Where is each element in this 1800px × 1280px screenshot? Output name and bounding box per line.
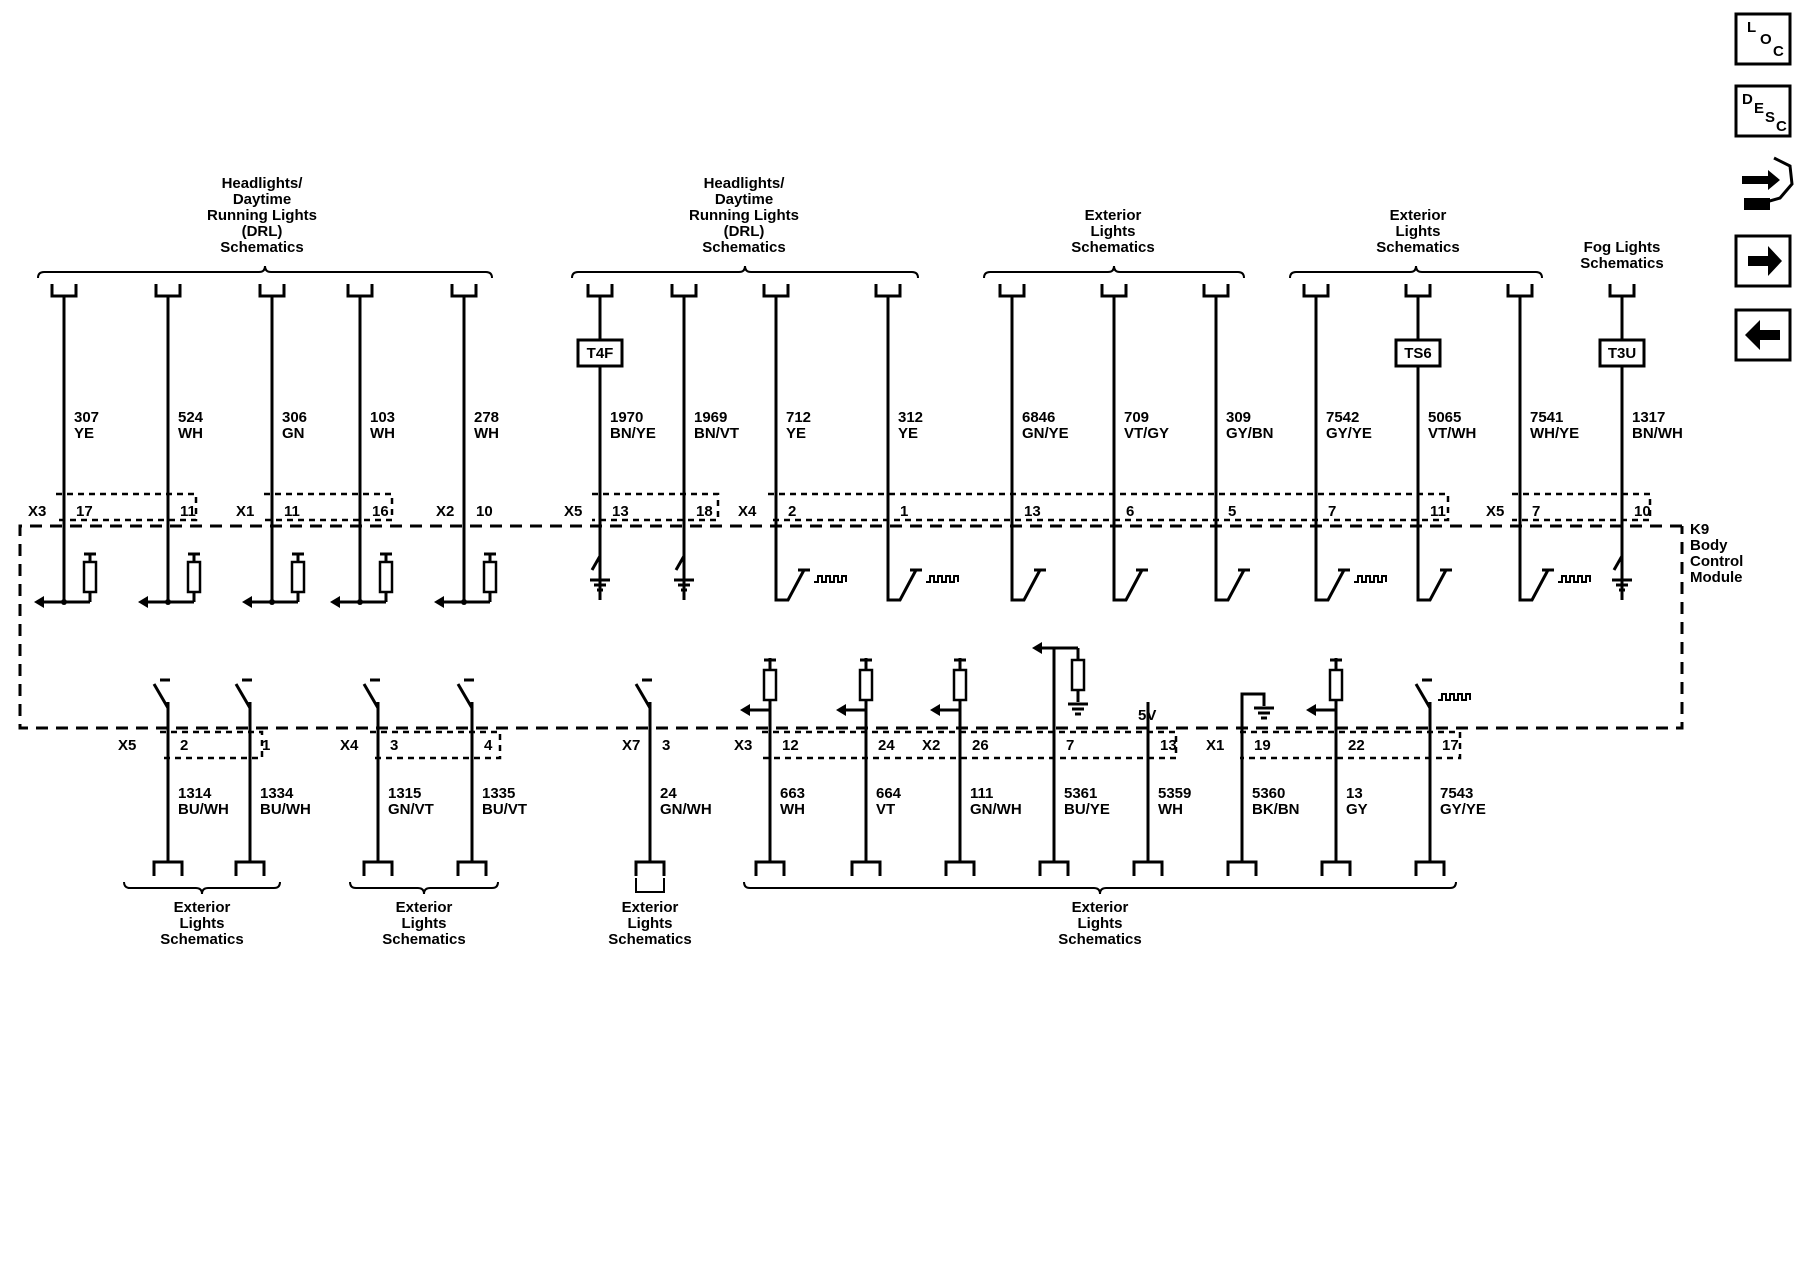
connector-id-label: X5 — [564, 503, 583, 520]
module-outline — [20, 526, 1682, 728]
wire-circuit-number: 5360 — [1252, 785, 1286, 802]
switch-blade — [458, 684, 472, 708]
connector-id-label: X1 — [1206, 737, 1225, 754]
junction-dot — [357, 599, 363, 605]
bottom-bracket — [744, 882, 1456, 894]
bottom-heading-line: Exterior — [173, 899, 231, 916]
connector-terminal — [1134, 862, 1162, 876]
pin-number: 7 — [1066, 737, 1075, 754]
loc-label-l: L — [1747, 19, 1757, 36]
heading-line: Daytime — [714, 191, 774, 208]
pin-number: 19 — [1254, 737, 1271, 754]
wire-color-code: YE — [898, 425, 919, 442]
resistor — [860, 670, 872, 700]
pin-number: 5 — [1228, 503, 1237, 520]
resistor — [380, 562, 392, 592]
wire-circuit-number: 5065 — [1428, 409, 1462, 426]
desc-label-c: C — [1776, 118, 1787, 135]
connector-id-label: X5 — [1486, 503, 1505, 520]
wire-circuit-number: 24 — [660, 785, 677, 802]
connector-terminal — [1000, 284, 1024, 296]
wire-color-code: BU/WH — [260, 801, 311, 818]
signal-arrow — [1032, 642, 1042, 654]
wire-circuit-number: 1969 — [694, 409, 728, 426]
connector-view-icon[interactable] — [1742, 158, 1792, 210]
loc-label-o: O — [1760, 31, 1772, 48]
wire-circuit-number: 1317 — [1632, 409, 1666, 426]
signal-arrow — [138, 596, 148, 608]
wire-color-code: YE — [786, 425, 807, 442]
resistor — [1330, 670, 1342, 700]
connector-terminal — [260, 284, 284, 296]
connector-terminal — [756, 862, 784, 876]
connector-terminal — [636, 862, 664, 876]
connector-terminal — [1204, 284, 1228, 296]
pin-number: 2 — [180, 737, 189, 754]
connector-id-label: X7 — [622, 737, 641, 754]
pwm-pulse-icon — [1354, 576, 1386, 582]
wire-circuit-number: 312 — [898, 409, 924, 426]
wire-color-code: GN/VT — [388, 801, 434, 818]
pin-number: 10 — [1634, 503, 1651, 520]
bottom-heading-line: Lights — [627, 915, 673, 932]
heading-line: Schematics — [702, 239, 786, 256]
wire-color-code: GY/YE — [1326, 425, 1372, 442]
connector-terminal — [852, 862, 880, 876]
connector-terminal — [1040, 862, 1068, 876]
pin-number: 4 — [484, 737, 493, 754]
heading-line: Headlights/ — [703, 175, 785, 192]
switch-blade — [154, 684, 168, 708]
heading-line: Schematics — [1376, 239, 1460, 256]
connector-id-label: X1 — [236, 503, 255, 520]
heading-bracket — [572, 266, 918, 278]
bottom-heading-line: Schematics — [1058, 931, 1142, 948]
connector-group-outline — [762, 732, 1176, 758]
wire-circuit-number: 1315 — [388, 785, 422, 802]
next-arrow-button[interactable] — [1736, 236, 1790, 286]
pin-number: 1 — [900, 503, 909, 520]
pin-number: 17 — [76, 503, 93, 520]
desc-button[interactable] — [1736, 86, 1790, 136]
body-control-module-outline — [20, 521, 1743, 728]
wire-circuit-number: 709 — [1124, 409, 1150, 426]
signal-arrow — [434, 596, 444, 608]
wire-color-code: BU/WH — [178, 801, 229, 818]
connector-group-outline — [768, 494, 1448, 520]
wire-color-code: BN/WH — [1632, 425, 1683, 442]
heading-line: Running Lights — [689, 207, 799, 224]
resistor — [292, 562, 304, 592]
pin-number: 16 — [372, 503, 389, 520]
connector-terminal — [1508, 284, 1532, 296]
connector-terminal — [1406, 284, 1430, 296]
bottom-bracket — [350, 882, 498, 894]
bottom-heading-line: Lights — [1077, 915, 1123, 932]
wire-circuit-number: 7542 — [1326, 409, 1360, 426]
heading-line: Running Lights — [207, 207, 317, 224]
wire-circuit-number: 5361 — [1064, 785, 1098, 802]
resistor — [764, 670, 776, 700]
heading-line: (DRL) — [241, 223, 283, 240]
pin-number: 6 — [1126, 503, 1135, 520]
signal-arrow — [1306, 704, 1316, 716]
heading-line: Schematics — [1071, 239, 1155, 256]
signal-arrow — [34, 596, 44, 608]
connector-terminal — [1416, 862, 1444, 876]
voltage-reference-label: 5V — [1138, 707, 1157, 724]
junction-dot — [165, 599, 171, 605]
inline-connector-label: T4F — [586, 345, 614, 362]
module-name-line: Module — [1690, 569, 1743, 586]
connector-terminal — [946, 862, 974, 876]
connector-id-label: X2 — [922, 737, 941, 754]
pin-number: 12 — [782, 737, 799, 754]
wire-color-code: BU/YE — [1064, 801, 1110, 818]
heading-line: Headlights/ — [221, 175, 303, 192]
connector-terminal — [452, 284, 476, 296]
wire-circuit-number: 111 — [970, 785, 994, 802]
wire-color-code: WH — [1158, 801, 1183, 818]
pin-number: 1 — [262, 737, 271, 754]
pin-number: 13 — [1024, 503, 1041, 520]
wire-color-code: WH — [780, 801, 805, 818]
wire-circuit-number: 103 — [370, 409, 396, 426]
module-name-line: Body — [1690, 537, 1728, 554]
low-side-switch — [888, 556, 916, 600]
connector-terminal — [236, 862, 264, 876]
heading-bracket — [984, 266, 1244, 278]
heading-line: Daytime — [232, 191, 292, 208]
desc-label-e: E — [1754, 100, 1765, 117]
heading-bracket — [38, 266, 492, 278]
wire-circuit-number: 6846 — [1022, 409, 1056, 426]
low-side-switch — [776, 556, 804, 600]
switch-blade — [636, 684, 650, 708]
pin-number: 11 — [1430, 503, 1446, 520]
wire-circuit-number: 663 — [780, 785, 806, 802]
pwm-pulse-icon — [1438, 694, 1470, 700]
connector-terminal — [764, 284, 788, 296]
heading-line: Lights — [1090, 223, 1136, 240]
switch-blade — [1416, 684, 1430, 708]
connector-group-outline — [160, 732, 262, 758]
low-side-switch — [1216, 556, 1244, 600]
signal-arrow — [242, 596, 252, 608]
wire-circuit-number: 7543 — [1440, 785, 1474, 802]
connector-terminal — [1228, 862, 1256, 876]
connector-terminal — [364, 862, 392, 876]
pin-number: 13 — [1160, 737, 1177, 754]
junction-dot — [61, 599, 67, 605]
connector-id-label: X4 — [738, 503, 757, 520]
bottom-heading-line: Schematics — [608, 931, 692, 948]
switch-blade — [364, 684, 378, 708]
signal-arrow — [836, 704, 846, 716]
wire-circuit-number: 712 — [786, 409, 812, 426]
wire-color-code: GN/YE — [1022, 425, 1069, 442]
resistor — [188, 562, 200, 592]
wire-circuit-number: 1334 — [260, 785, 294, 802]
connector-terminal — [156, 284, 180, 296]
desc-label-s: S — [1765, 109, 1776, 126]
wire-color-code: VT/GY — [1124, 425, 1170, 442]
connector-id-label: X2 — [436, 503, 455, 520]
bottom-heading-line: Lights — [401, 915, 447, 932]
pin-number: 3 — [662, 737, 671, 754]
bottom-bracket — [636, 878, 664, 892]
junction-dot — [269, 599, 275, 605]
desc-label-d: D — [1742, 91, 1753, 108]
resistor — [1072, 660, 1084, 690]
wire-color-code: WH — [474, 425, 499, 442]
wire-color-code: GN — [282, 425, 305, 442]
wire-color-code: BN/VT — [694, 425, 739, 442]
wire-color-code: BN/YE — [610, 425, 656, 442]
loc-label-c: C — [1773, 43, 1784, 60]
connector-terminal — [1102, 284, 1126, 296]
connector-terminal — [1610, 284, 1634, 296]
heading-bracket — [1290, 266, 1542, 278]
switch-blade — [236, 684, 250, 708]
wire-circuit-number: 1314 — [178, 785, 212, 802]
internal-symbols — [34, 554, 1632, 740]
heading-line: Schematics — [220, 239, 304, 256]
loc-button[interactable] — [1736, 14, 1790, 64]
signal-arrow — [330, 596, 340, 608]
pin-number: 7 — [1532, 503, 1541, 520]
junction-dot — [461, 599, 467, 605]
low-side-switch — [1114, 556, 1142, 600]
bottom-heading-line: Schematics — [382, 931, 466, 948]
bottom-heading-line: Schematics — [160, 931, 244, 948]
resistor — [84, 562, 96, 592]
wire-color-code: BU/VT — [482, 801, 527, 818]
pin-number: 22 — [1348, 737, 1365, 754]
low-side-switch — [1012, 556, 1040, 600]
wire-color-code: GY — [1346, 801, 1368, 818]
connector-terminal — [348, 284, 372, 296]
connector-terminal — [1322, 862, 1350, 876]
connector-terminal — [876, 284, 900, 296]
wire-color-code: WH — [370, 425, 395, 442]
previous-arrow-button[interactable] — [1736, 310, 1790, 360]
wire-color-code: VT/WH — [1428, 425, 1477, 442]
signal-arrow — [930, 704, 940, 716]
wire-circuit-number: 306 — [282, 409, 308, 426]
pin-number: 2 — [788, 503, 797, 520]
heading-line: Exterior — [1084, 207, 1142, 224]
low-side-switch — [1316, 556, 1344, 600]
wire-color-code: VT — [876, 801, 896, 818]
pin-number: 7 — [1328, 503, 1337, 520]
inline-connector-label: TS6 — [1404, 345, 1432, 362]
bottom-heading-line: Exterior — [621, 899, 679, 916]
pin-number: 10 — [476, 503, 493, 520]
wire-color-code: GY/YE — [1440, 801, 1486, 818]
wire-circuit-number: 7541 — [1530, 409, 1564, 426]
pin-number: 18 — [696, 503, 713, 520]
module-name-line: Control — [1690, 553, 1744, 570]
bottom-heading-line: Exterior — [1071, 899, 1129, 916]
pin-number: 24 — [878, 737, 895, 754]
connector-id-label: X3 — [734, 737, 753, 754]
connector-id-label: X4 — [340, 737, 359, 754]
connector-id-label: X3 — [28, 503, 47, 520]
heading-line: (DRL) — [723, 223, 765, 240]
wire-circuit-number: 1970 — [610, 409, 644, 426]
wire-circuit-number: 664 — [876, 785, 902, 802]
heading-line: Exterior — [1389, 207, 1447, 224]
signal-arrow — [740, 704, 750, 716]
wire-circuit-number: 13 — [1346, 785, 1363, 802]
pin-number: 3 — [390, 737, 399, 754]
pin-number: 11 — [284, 503, 300, 520]
inline-connector-label: T3U — [1607, 345, 1637, 362]
heading-line: Schematics — [1580, 255, 1664, 272]
wire-circuit-number: 5359 — [1158, 785, 1192, 802]
heading-line: Fog Lights — [1583, 239, 1661, 256]
low-side-switch — [1520, 556, 1548, 600]
bottom-heading-line: Exterior — [395, 899, 453, 916]
connector-terminal — [52, 284, 76, 296]
pwm-pulse-icon — [1558, 576, 1590, 582]
pin-number: 11 — [180, 503, 196, 520]
bottom-heading-line: Lights — [179, 915, 225, 932]
pwm-pulse-icon — [926, 576, 958, 582]
wire-circuit-number: 278 — [474, 409, 500, 426]
resistor — [954, 670, 966, 700]
connector-terminal — [1304, 284, 1328, 296]
pwm-pulse-icon — [814, 576, 846, 582]
connector-terminal — [588, 284, 612, 296]
resistor — [484, 562, 496, 592]
wire-color-code: WH/YE — [1530, 425, 1580, 442]
heading-line: Lights — [1395, 223, 1441, 240]
pin-number: 13 — [612, 503, 629, 520]
connector-terminal — [458, 862, 486, 876]
bottom-bracket — [124, 882, 280, 894]
wire-circuit-number: 1335 — [482, 785, 516, 802]
low-side-switch — [1418, 556, 1446, 600]
wire-color-code: GY/BN — [1226, 425, 1274, 442]
wire-color-code: GN/WH — [970, 801, 1022, 818]
connector-id-label: X5 — [118, 737, 137, 754]
wire-color-code: YE — [74, 425, 95, 442]
wire-color-code: WH — [178, 425, 203, 442]
pin-number: 17 — [1442, 737, 1459, 754]
module-name-line: K9 — [1690, 521, 1710, 538]
connector-terminal — [672, 284, 696, 296]
connector-terminal — [154, 862, 182, 876]
wire-circuit-number: 309 — [1226, 409, 1252, 426]
wire-color-code: GN/WH — [660, 801, 712, 818]
wire-circuit-number: 307 — [74, 409, 100, 426]
wire-circuit-number: 524 — [178, 409, 204, 426]
pin-number: 26 — [972, 737, 989, 754]
wire-color-code: BK/BN — [1252, 801, 1300, 818]
